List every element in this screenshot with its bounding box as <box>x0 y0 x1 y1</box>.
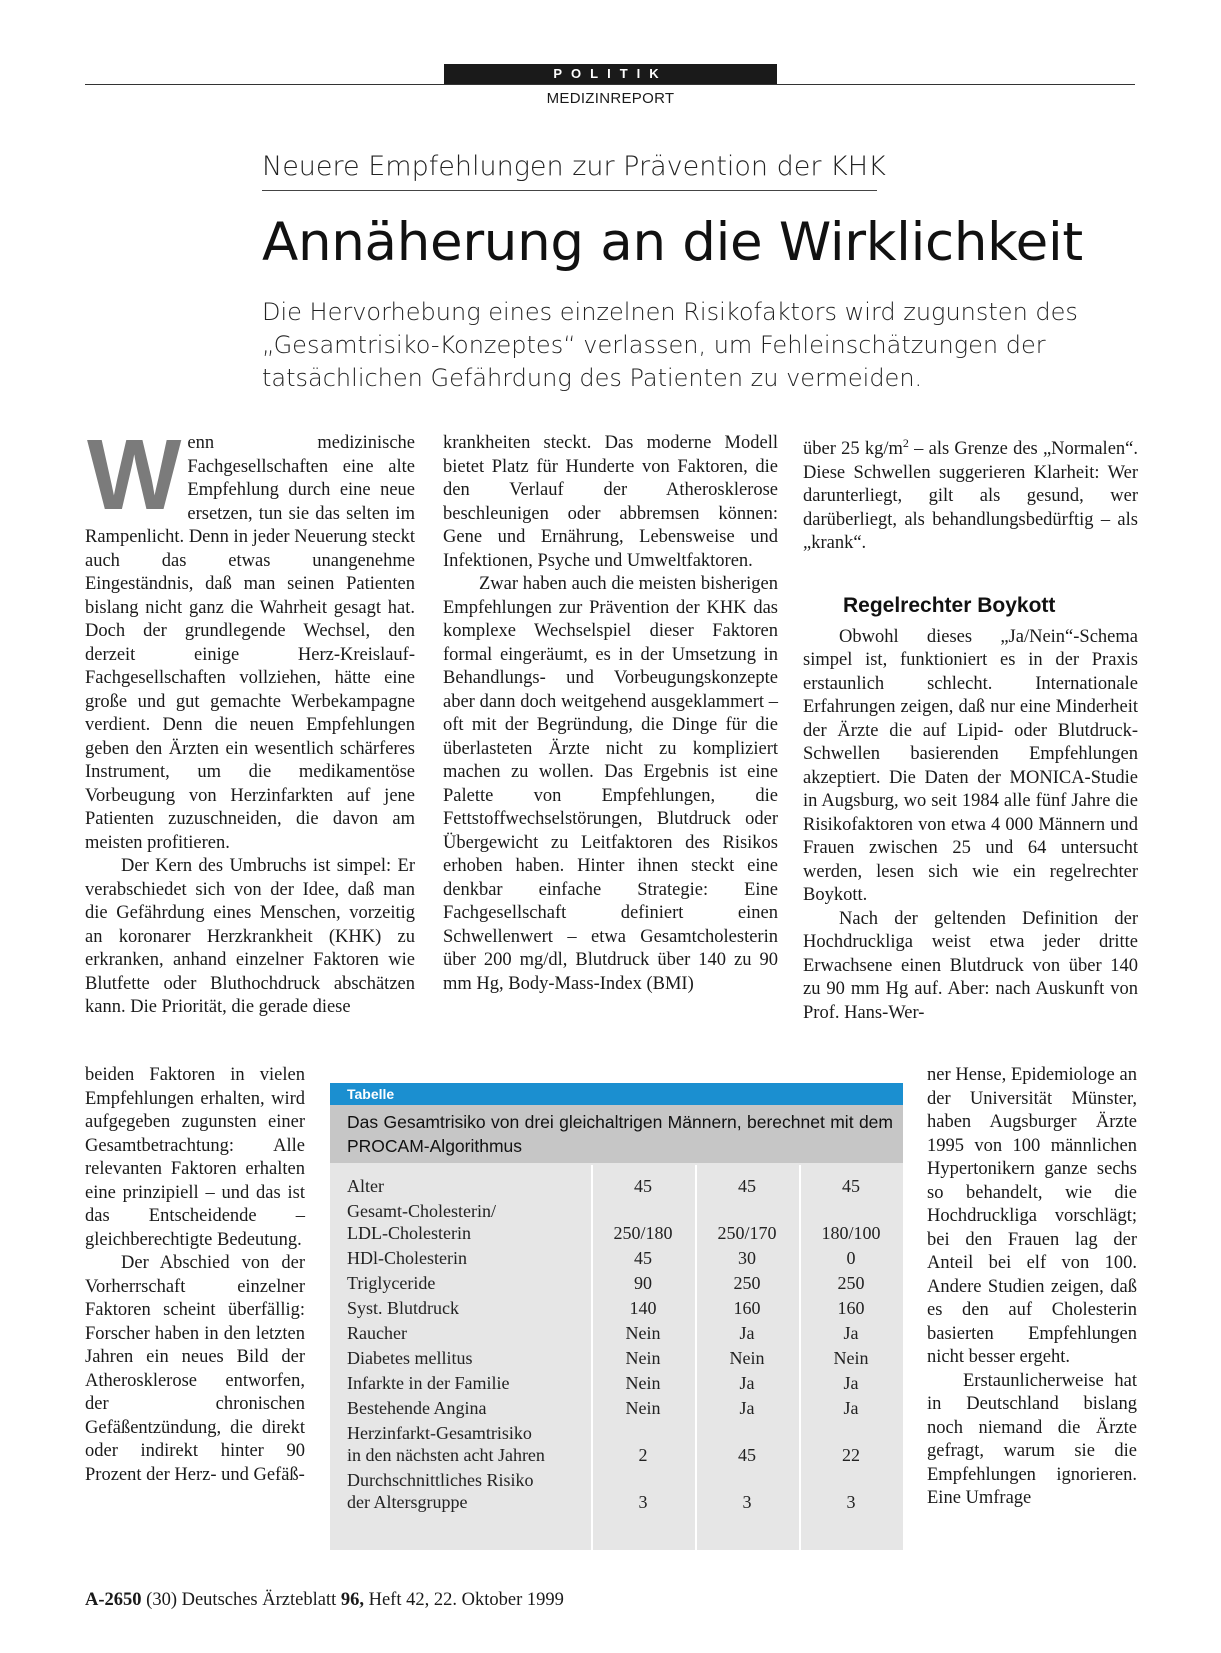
paragraph: Zwar haben auch die meisten bisherigen Empfehlungen zur Prävention der KHK das komplexe Wechselspiel dieser Faktoren formal eingeräumt, es in der Umsetzung in Behandlungs- und Vorbeugungskonzepte aber dann doch weitgehend ausgeklammert – oft mit der Begründung, die Dinge für die überlasteten Ärzte nicht zu kompliziert machen zu wollen. Das Ergebnis ist eine Palette von Empfehlungen, die Fettstoffwechselstörungen, Blutdruck oder Übergewicht zu Leitfaktoren des Risikos erhoben haben. Hinter ihnen steckt eine denkbar einfache Strategie: Eine Fachgesellschaft definiert einen Schwellenwert – etwa Gesamtcholesterin über 200 mg/dl, Blutdruck über 140 zu 90 mm Hg, Body-Mass-Index (BMI) <box>443 574 778 994</box>
paragraph: Nach der geltenden Definition der Hochdruckliga weist etwa jeder dritte Erwachsene einen Blutdruck von über 140 zu 90 mm Hg auf. Aber: nach Auskunft von Prof. Hans-Wer- <box>803 908 1138 1023</box>
text-run: – als Grenze des „Normalen“. Diese Schwellen suggerieren Klarheit: Wer darunterliegt, gilt als gesund, wer darüberliegt, als behandlungsbedürftig – als „krank“. <box>803 439 1138 554</box>
table-cell: 45 <box>634 1176 652 1196</box>
body-column-3-bottom <box>927 1064 1137 1511</box>
paragraph <box>803 432 1138 556</box>
row-label-line: Diabetes mellitus <box>347 1348 473 1368</box>
table-cell: 45 <box>842 1176 860 1196</box>
row-label-line: Herzinfarkt-Gesamtrisiko <box>347 1423 532 1443</box>
table-cell: 30 <box>738 1248 756 1268</box>
paragraph: ner Hense, Epidemiologe an der Universität Münster, haben Augsburger Ärzte 1995 von 100 männlichen Hypertonikern ganze sechs so behandelt, wie die Hochdruckliga vorschlägt; bei den Frauen lag der Anteil bei elf von 100. Andere Studien zeigen, daß es den auf Cholesterin basierten Empfehlungen nicht besser ergeht. <box>927 1065 1137 1367</box>
table-row <box>330 1347 903 1373</box>
table-cell: 250/180 <box>613 1223 673 1243</box>
row-label <box>347 1347 572 1369</box>
row-label-line: in den nächsten acht Jahren <box>347 1445 545 1465</box>
table-title: Das Gesamtrisiko von drei gleichaltrigen Männern, berechnet mit dem PROCAM-Algorithmus <box>330 1105 903 1163</box>
table-cell: Ja <box>843 1323 859 1343</box>
table-cell: Ja <box>739 1398 755 1418</box>
paragraph: enn medizinische Fachgesellschaften eine alte Empfehlung durch eine neue ersetzen, tun sie das selten im Rampenlicht. Denn in jeder Neuerung steckt auch das etwas unangenehme Eingeständnis, daß man seinen Patienten bislang nicht ganz die Wahrheit gesagt hat. Doch der grundlegende Wechsel, den derzeit einige Herz-Kreislauf-Fachgesellschaften vollziehen, hätte eine große und gut gemachte Werbekampagne verdient. Denn die neuen Empfehlungen geben den Ärzten ein wesentlich schärferes Instrument, um die medikamentöse Vorbeugung von Herzinfarkten auf jene Patienten zuzuschneiden, die davon am meisten profitieren. <box>85 433 415 853</box>
row-label <box>347 1469 572 1513</box>
table-cell: 160 <box>733 1298 761 1318</box>
footer-text: (30) Deutsches Ärzteblatt <box>141 1590 341 1610</box>
table-cell: 180/100 <box>821 1223 881 1243</box>
table-cell: 45 <box>738 1176 756 1196</box>
row-label <box>347 1272 572 1294</box>
table-row <box>330 1422 903 1470</box>
body-column-1-top <box>85 419 415 1020</box>
row-label-line: Alter <box>347 1176 384 1196</box>
table-cell: Nein <box>729 1348 765 1368</box>
table-cell: 250 <box>733 1273 761 1293</box>
row-label-line: Syst. Blutdruck <box>347 1298 460 1318</box>
row-label-line: Durchschnittliches Risiko <box>347 1470 534 1490</box>
body-column-1-bottom <box>85 1064 305 1487</box>
row-label <box>347 1200 572 1244</box>
article-headline: Annäherung an die Wirklichkeit <box>262 212 1083 273</box>
row-label-line: der Altersgruppe <box>347 1492 468 1512</box>
row-label-line: LDL-Cholesterin <box>347 1223 471 1243</box>
table-cell: 2 <box>638 1445 648 1465</box>
row-label <box>347 1175 572 1197</box>
section-subhead: Regelrechter Boykott <box>843 594 1056 617</box>
drop-cap: W <box>87 419 182 531</box>
page-footer <box>85 1590 564 1611</box>
row-label-line: Triglyceride <box>347 1273 436 1293</box>
header-rule <box>85 84 1135 85</box>
paragraph: krankheiten steckt. Das moderne Modell bietet Platz für Hunderte von Faktoren, die den Verlauf der Atherosklerose beschleunigen oder abbremsen können: Gene und Ernährung, Lebensweise und Infektionen, Psyche und Umweltfaktoren. <box>443 433 778 571</box>
text-run: über 25 kg/m <box>803 439 903 460</box>
row-label-line: Infarkte in der Familie <box>347 1373 510 1393</box>
section-label: POLITIK <box>444 64 777 84</box>
table-cell: 250/170 <box>717 1223 777 1243</box>
table-cell: Nein <box>625 1348 661 1368</box>
table-cell: Ja <box>739 1373 755 1393</box>
row-label <box>347 1372 572 1394</box>
row-label <box>347 1322 572 1344</box>
footer-text: Heft 42, 22. Oktober 1999 <box>363 1590 564 1610</box>
footer-volume: 96, <box>340 1590 364 1610</box>
row-label <box>347 1247 572 1269</box>
row-label-line: Bestehende Angina <box>347 1398 487 1418</box>
table-cell: 3 <box>846 1492 856 1512</box>
row-label <box>347 1422 572 1466</box>
subsection-label: MEDIZINREPORT <box>546 90 675 107</box>
paragraph: Der Abschied von der Vorherrschaft einzelner Faktoren scheint überfällig: Forscher haben in den letzten Jahren ein neues Bild der Atherosklerose entworfen, der chronischen Gefäßentzündung, die direkt oder indirekt hinter 90 Prozent der Herz- und Gefäß- <box>85 1253 305 1485</box>
article-kicker: Neuere Empfehlungen zur Prävention der KHK <box>262 151 877 191</box>
body-column-2 <box>443 432 778 996</box>
body-column-3-top <box>803 432 1138 1025</box>
table-cell: 0 <box>846 1248 856 1268</box>
table-row <box>330 1175 903 1201</box>
table-row <box>330 1397 903 1423</box>
table-row <box>330 1469 903 1517</box>
table-row <box>330 1200 903 1248</box>
table-cell: 3 <box>742 1492 752 1512</box>
table-row <box>330 1322 903 1348</box>
row-label-line: Raucher <box>347 1323 407 1343</box>
table-cell: Nein <box>833 1348 869 1368</box>
table-cell: 160 <box>837 1298 865 1318</box>
row-label-line: HDl-Cholesterin <box>347 1248 467 1268</box>
page-number: A-2650 <box>85 1590 142 1610</box>
paragraph: Erstaunlicherweise hat in Deutschland bislang noch niemand die Ärzte gefragt, warum sie die Empfehlungen ignorieren. Eine Umfrage <box>927 1370 1137 1508</box>
table-cell: Nein <box>625 1323 661 1343</box>
paragraph: Obwohl dieses „Ja/Nein“-Schema simpel ist, funktioniert es in der Praxis erstaunlich schlecht. Internationale Erfahrungen zeigen, daß nur eine Minderheit der Ärzte die auf Lipid- oder Blutdruck-Schwellen basierenden Empfehlungen akzeptiert. Die Daten der MONICA-Studie in Augsburg, wo seit 1984 alle fünf Jahre die Risikofaktoren von etwa 4 000 Männern und Frauen zwischen 25 und 64 untersucht werden, lesen sich wie ein regelrechter Boykott. <box>803 626 1138 906</box>
table-cell: 90 <box>634 1273 652 1293</box>
table-cell: 22 <box>842 1445 860 1465</box>
table-row <box>330 1272 903 1298</box>
table-cell: Ja <box>843 1373 859 1393</box>
table-cell: Ja <box>843 1398 859 1418</box>
table-row <box>330 1372 903 1398</box>
table-cell: 45 <box>738 1445 756 1465</box>
table-cell: 250 <box>837 1273 865 1293</box>
paragraph: beiden Faktoren in vielen Empfehlungen erhalten, wird aufgegeben zugunsten einer Gesamtbetrachtung: Alle relevanten Faktoren erhalten eine prinzipiell – und das ist das Entscheidende – gleichberechtigte Bedeutung. <box>85 1065 305 1250</box>
article-lead: Die Hervorhebung eines einzelnen Risikofaktors wird zugunsten des „Gesamtrisiko-Konzeptes“ verlassen, um Fehleinschätzungen der tatsächlichen Gefährdung des Patienten zu vermeiden. <box>262 298 1078 392</box>
table-cell: Ja <box>739 1323 755 1343</box>
table-cell: 140 <box>629 1298 657 1318</box>
table-cell: Nein <box>625 1398 661 1418</box>
table-cell: 3 <box>638 1492 648 1512</box>
table-cell: 45 <box>634 1248 652 1268</box>
table-tag: Tabelle <box>330 1083 903 1105</box>
row-label-line: Gesamt-Cholesterin/ <box>347 1201 496 1221</box>
table-cell: Nein <box>625 1373 661 1393</box>
table-row <box>330 1247 903 1273</box>
row-label <box>347 1297 572 1319</box>
superscript: 2 <box>902 436 909 450</box>
row-label <box>347 1397 572 1419</box>
paragraph: Der Kern des Umbruchs ist simpel: Er verabschiedet sich von der Idee, daß man die Gefährdung eines Menschen, vorzeitig an koronarer Herzkrankheit (KHK) zu erkranken, anhand einzelner Faktoren wie Blutfette oder Bluthochdruck abschätzen kann. Die Priorität, die gerade diese <box>85 856 415 1017</box>
table-row <box>330 1297 903 1323</box>
